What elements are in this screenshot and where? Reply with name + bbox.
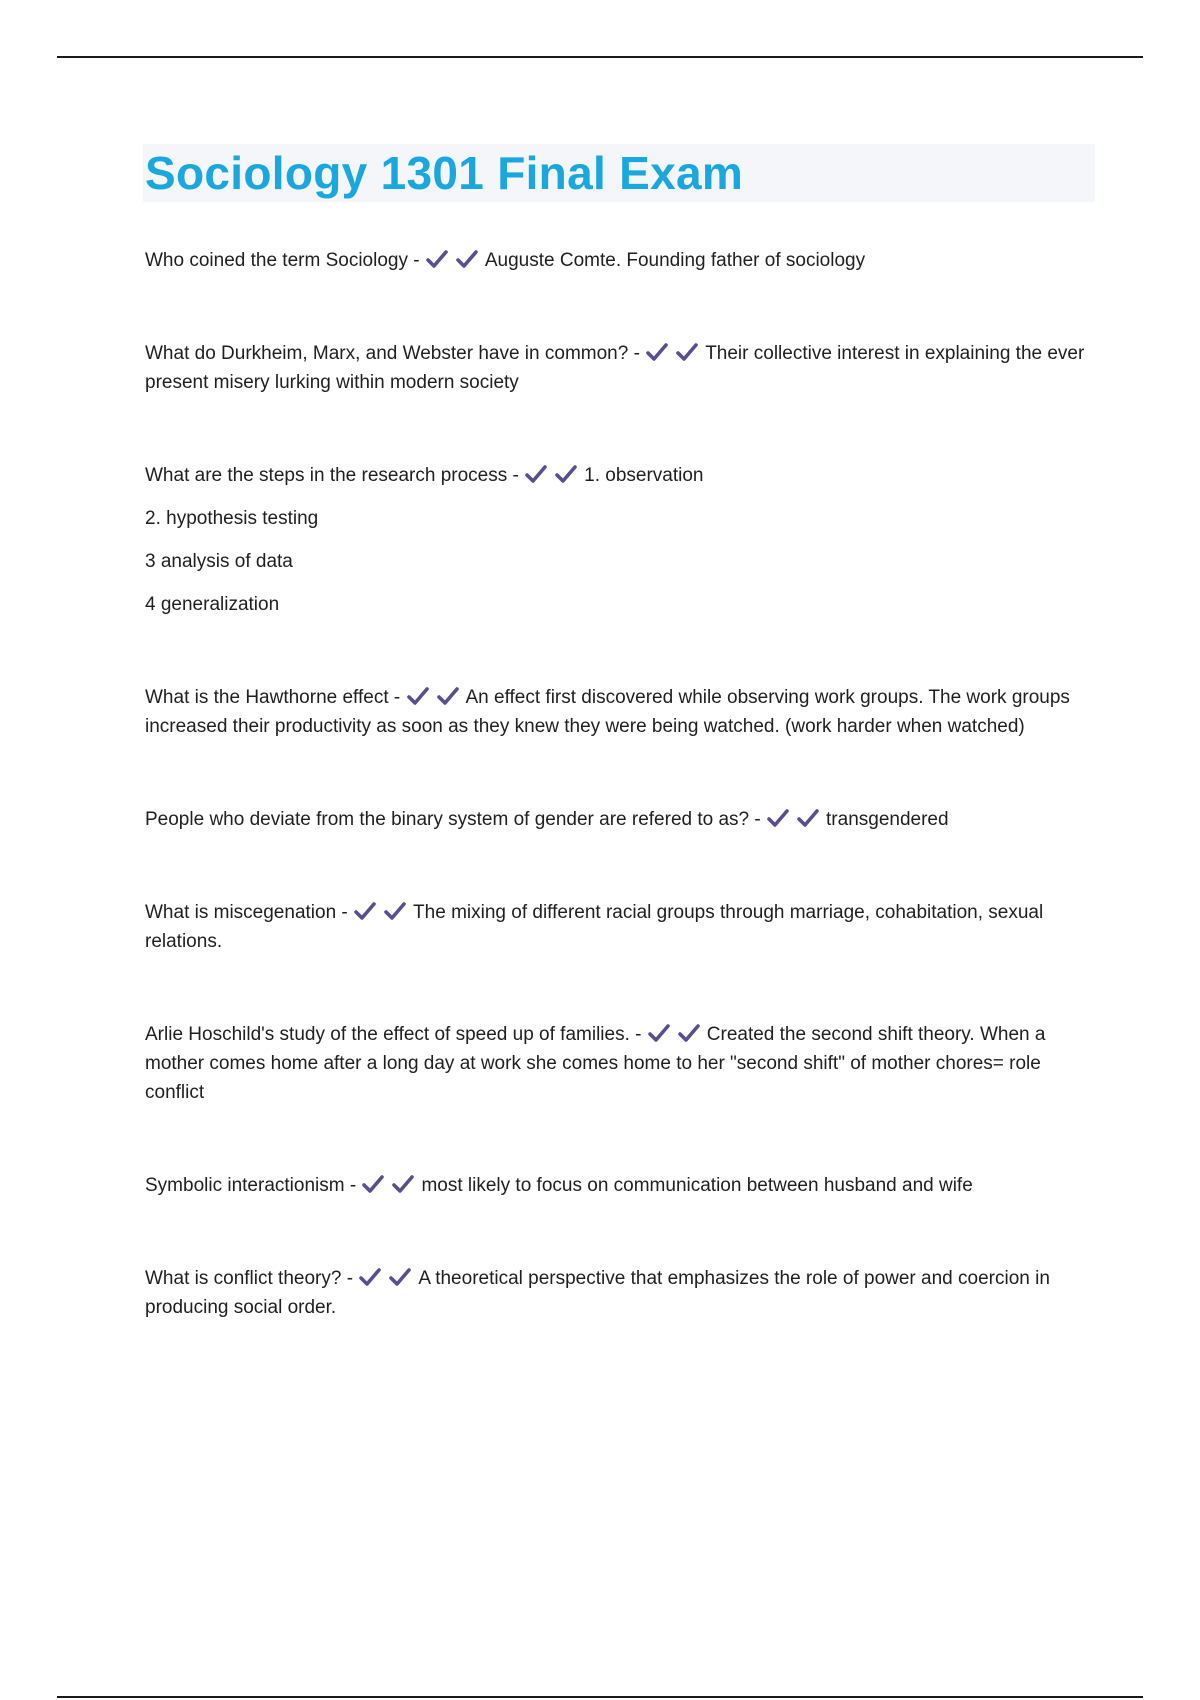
question-text: What is the Hawthorne effect <box>145 687 389 708</box>
check-mark-icon <box>388 1267 412 1287</box>
answer-text: 1. observation <box>584 465 704 486</box>
qa-item <box>145 246 1095 275</box>
answer-text: transgendered <box>826 809 949 830</box>
check-mark-icon <box>766 808 790 828</box>
question-text: What do Durkheim, Marx, and Webster have in common? <box>145 343 629 364</box>
qa-list <box>145 246 1095 1322</box>
check-mark-icon <box>524 464 548 484</box>
check-mark-icon <box>383 901 407 921</box>
qa-item <box>145 683 1095 741</box>
question-text: People who deviate from the binary system of gender are refered to as? <box>145 809 750 830</box>
check-mark-icon <box>361 1174 385 1194</box>
qa-item <box>145 805 1095 834</box>
answer-list-line: 2. hypothesis testing <box>145 508 319 529</box>
question-text: Arlie Hoschild's study of the effect of speed up of families. <box>145 1024 630 1045</box>
qa-item <box>145 339 1095 397</box>
check-mark-icon <box>677 1023 701 1043</box>
answer-list-line: 4 generalization <box>145 594 280 615</box>
qa-item <box>145 898 1095 956</box>
check-mark-icon <box>647 1023 671 1043</box>
answer-text: An effect first discovered while observing work groups. The work groups increased their productivity as soon as they knew they were being watched. (work harder when watched) <box>145 687 1070 737</box>
separator: - <box>336 902 354 923</box>
answer-text: Auguste Comte. Founding father of sociology <box>484 250 866 271</box>
check-mark-icon <box>455 249 479 269</box>
answer-list-line: 3 analysis of data <box>145 551 293 572</box>
answer-text: Their collective interest in explaining the ever present misery lurking within modern society <box>145 343 1085 393</box>
separator: - <box>628 343 646 364</box>
separator: - <box>341 1268 359 1289</box>
check-mark-icon <box>796 808 820 828</box>
check-mark-icon <box>391 1174 415 1194</box>
check-mark-icon <box>358 1267 382 1287</box>
answer-text: most likely to focus on communication between husband and wife <box>421 1175 973 1196</box>
check-mark-icon <box>645 342 669 362</box>
qa-item <box>145 1171 1095 1200</box>
question-text: What is miscegenation <box>145 902 337 923</box>
separator: - <box>407 250 425 271</box>
answer-text: A theoretical perspective that emphasizes the role of power and coercion in producing social order. <box>145 1268 1050 1318</box>
title-band <box>143 144 1095 202</box>
question-text: What are the steps in the research process <box>145 465 508 486</box>
qa-item <box>145 461 1095 490</box>
check-mark-icon <box>353 901 377 921</box>
qa-item <box>145 1264 1095 1322</box>
document-title: Sociology 1301 Final Exam <box>145 147 744 199</box>
answer-text: The mixing of different racial groups through marriage, cohabitation, sexual relations. <box>145 902 1044 952</box>
separator: - <box>344 1175 362 1196</box>
question-text: Symbolic interactionism <box>145 1175 345 1196</box>
answer-text: Created the second shift theory. When a mother comes home after a long day at work she comes home to her "second shift" of mother chores= role conflict <box>145 1024 1046 1103</box>
check-mark-icon <box>406 686 430 706</box>
separator: - <box>749 809 767 830</box>
qa-item <box>145 1020 1095 1107</box>
question-text: Who coined the term Sociology <box>145 250 408 271</box>
separator: - <box>388 687 406 708</box>
check-mark-icon <box>554 464 578 484</box>
bottom-divider <box>57 1696 1143 1698</box>
question-text: What is conflict theory? <box>145 1268 342 1289</box>
separator: - <box>507 465 525 486</box>
top-divider <box>57 56 1143 58</box>
check-mark-icon <box>675 342 699 362</box>
separator: - <box>629 1024 647 1045</box>
check-mark-icon <box>425 249 449 269</box>
document-body <box>145 144 1095 1322</box>
check-mark-icon <box>436 686 460 706</box>
